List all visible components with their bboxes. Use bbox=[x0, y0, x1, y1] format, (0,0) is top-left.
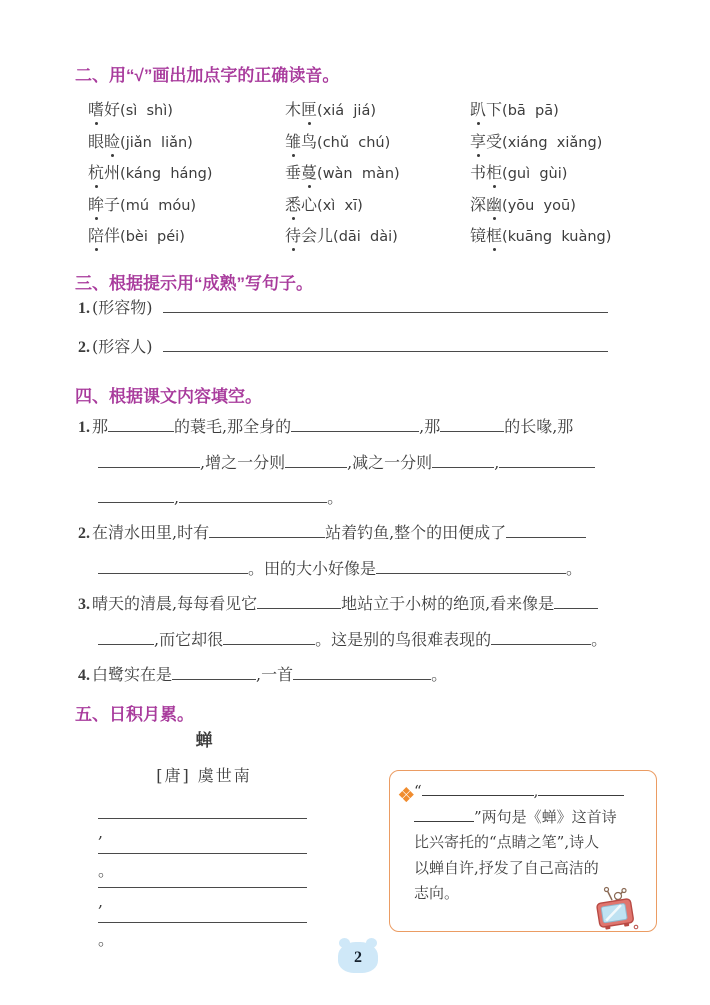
word-characters: 镜框 bbox=[470, 226, 502, 245]
word-item bbox=[285, 129, 470, 161]
answer-blank bbox=[98, 920, 307, 923]
poem-author: [唐] 虞世南 bbox=[156, 766, 252, 785]
item-number: 2. bbox=[78, 525, 90, 542]
pinyin-options: (guì gùi) bbox=[502, 166, 568, 182]
pinyin-options: (chǔ chú) bbox=[317, 134, 391, 151]
dotted-character: 蔓 bbox=[301, 160, 317, 183]
pinyin-options: (káng háng) bbox=[120, 166, 213, 182]
hint-line: 比兴寄托的“点睛之笔”,诗人 bbox=[414, 833, 600, 851]
word-characters: 趴下 bbox=[470, 100, 502, 119]
word-characters: 书柜 bbox=[470, 163, 502, 182]
dotted-character: 柜 bbox=[486, 160, 502, 183]
hint-box bbox=[389, 770, 657, 932]
answer-blank bbox=[108, 429, 174, 432]
fill-question-1: 1. 那 的蓑毛,那全身的 ,那 的长喙,那 ,增之一分则 ,减之一分则 , , 。 bbox=[78, 409, 636, 515]
fill-question-3: 3. 晴天的清晨,每每看见它 地站立于小树的绝顶,看来像是 ,而它却很 。这是别的鸟很难表现的 。 bbox=[78, 594, 608, 649]
word-item bbox=[470, 97, 658, 129]
pinyin-options: (mú móu) bbox=[120, 197, 197, 214]
answer-blank bbox=[554, 606, 598, 609]
tv-icon bbox=[594, 886, 640, 932]
hint-line: 以蝉自许,抒发了自己高洁的 bbox=[414, 858, 599, 877]
item-label: (形容物) bbox=[92, 298, 153, 317]
item-number: 1. bbox=[78, 419, 90, 436]
dotted-character: 框 bbox=[486, 223, 502, 246]
answer-blank bbox=[98, 500, 174, 503]
poem-block bbox=[98, 726, 310, 949]
sentence-item bbox=[78, 295, 638, 334]
answer-blank bbox=[98, 642, 154, 645]
poem-blank-line: 。 bbox=[98, 908, 310, 943]
item-number: 4. bbox=[78, 667, 90, 684]
answer-blank bbox=[440, 429, 504, 432]
word-item bbox=[285, 160, 470, 192]
answer-blank bbox=[293, 677, 431, 680]
pinyin-options: (dāi dài) bbox=[333, 229, 398, 245]
word-characters: 眼睑 bbox=[88, 132, 120, 151]
answer-blank bbox=[422, 793, 534, 796]
word-characters: 木匣 bbox=[285, 100, 317, 119]
poem-lines bbox=[98, 804, 310, 949]
answer-blank bbox=[499, 465, 595, 468]
word-characters: 悉心 bbox=[285, 195, 317, 214]
dotted-character: 睑 bbox=[104, 129, 120, 152]
answer-blank bbox=[163, 310, 608, 313]
word-item bbox=[88, 160, 285, 192]
dotted-character: 享 bbox=[470, 129, 486, 152]
item-number: 1. bbox=[78, 300, 90, 317]
answer-blank bbox=[163, 349, 608, 352]
section2-title: 二、用“√”画出加点字的正确读音。 bbox=[75, 66, 340, 85]
word-item bbox=[88, 97, 285, 129]
pinyin-options: (xiá jiá) bbox=[317, 103, 377, 119]
pinyin-options: (jiǎn liǎn) bbox=[120, 134, 193, 151]
dotted-character: 悉 bbox=[285, 192, 301, 215]
answer-blank bbox=[98, 816, 307, 819]
dotted-character: 陪 bbox=[88, 223, 104, 246]
word-characters: 垂蔓 bbox=[285, 163, 317, 182]
dotted-character: 杭 bbox=[88, 160, 104, 183]
diamond-bullet-icon bbox=[400, 788, 413, 801]
hint-line: “ , bbox=[414, 779, 646, 805]
item-label: (形容人) bbox=[92, 337, 153, 356]
dotted-character: 趴 bbox=[470, 97, 486, 120]
answer-blank bbox=[376, 571, 566, 574]
word-characters: 杭州 bbox=[88, 163, 120, 182]
word-item bbox=[285, 97, 470, 129]
word-item bbox=[285, 192, 470, 224]
sentence-item bbox=[78, 334, 638, 373]
dotted-character: 嗜 bbox=[88, 97, 104, 120]
answer-blank bbox=[98, 885, 307, 888]
answer-blank bbox=[257, 606, 341, 609]
dotted-character: 匣 bbox=[301, 97, 317, 120]
answer-blank bbox=[209, 535, 325, 538]
pinyin-options: (yōu yoū) bbox=[502, 197, 576, 214]
pinyin-options: (kuāng kuàng) bbox=[502, 229, 612, 245]
answer-blank bbox=[172, 677, 256, 680]
pronunciation-word-grid bbox=[88, 97, 658, 255]
answer-blank bbox=[291, 429, 419, 432]
word-item bbox=[470, 192, 658, 224]
word-item bbox=[470, 160, 658, 192]
answer-blank bbox=[98, 851, 307, 854]
word-item bbox=[470, 129, 658, 161]
dotted-character: 幽 bbox=[486, 192, 502, 215]
answer-blank bbox=[432, 465, 494, 468]
word-item bbox=[88, 192, 285, 224]
hint-line: ”两句是《蝉》这首诗 bbox=[414, 805, 646, 831]
word-characters: 雏鸟 bbox=[285, 132, 317, 151]
section4-items bbox=[78, 409, 636, 693]
pinyin-options: (bā pā) bbox=[502, 103, 559, 119]
poem-blank-line: , bbox=[98, 873, 310, 908]
pinyin-options: (wàn màn) bbox=[317, 166, 400, 182]
pinyin-options: (xiáng xiǎng) bbox=[502, 134, 603, 151]
word-characters: 嗜好 bbox=[88, 100, 120, 119]
item-number: 3. bbox=[78, 596, 90, 613]
poem-title: 蝉 bbox=[195, 731, 213, 751]
answer-blank bbox=[179, 500, 327, 503]
poem-blank-line: , bbox=[98, 804, 310, 839]
fill-question-2: 2. 在清水田里,时有 站着钓鱼,整个的田便成了 。田的大小好像是 。 bbox=[78, 515, 636, 586]
item-number: 2. bbox=[78, 339, 90, 356]
page-number: 2 bbox=[354, 949, 362, 966]
section3-title: 三、根据提示用“成熟”写句子。 bbox=[75, 274, 313, 293]
section5-title: 五、日积月累。 bbox=[75, 705, 194, 724]
answer-blank bbox=[538, 793, 624, 796]
word-item bbox=[88, 223, 285, 255]
answer-blank bbox=[223, 642, 315, 645]
answer-blank bbox=[285, 465, 347, 468]
section4-title: 四、根据课文内容填空。 bbox=[75, 387, 262, 406]
pinyin-options: (sì shì) bbox=[120, 103, 173, 119]
dotted-character: 待 bbox=[285, 223, 301, 246]
dotted-character: 眸 bbox=[88, 192, 104, 215]
word-item bbox=[88, 129, 285, 161]
section3-items bbox=[78, 295, 638, 373]
pinyin-options: (bèi péi) bbox=[120, 229, 185, 245]
word-item bbox=[470, 223, 658, 255]
pinyin-options: (xì xī) bbox=[317, 197, 363, 214]
word-item bbox=[285, 223, 470, 255]
answer-blank bbox=[506, 535, 586, 538]
answer-blank bbox=[491, 642, 591, 645]
dotted-character: 雏 bbox=[285, 129, 301, 152]
word-characters: 待会儿 bbox=[285, 226, 333, 245]
bear-page-badge bbox=[338, 942, 378, 973]
answer-blank bbox=[414, 819, 474, 822]
fill-question-4: 4. 白鹭实在是 ,一首 。 bbox=[78, 665, 448, 684]
answer-blank bbox=[98, 571, 248, 574]
word-characters: 深幽 bbox=[470, 195, 502, 214]
poem-blank-line: 。 bbox=[98, 839, 310, 874]
hint-line: 志向。 bbox=[414, 884, 460, 902]
word-characters: 眸子 bbox=[88, 195, 120, 214]
word-characters: 陪伴 bbox=[88, 226, 120, 245]
word-characters: 享受 bbox=[470, 132, 502, 151]
answer-blank bbox=[98, 465, 200, 468]
